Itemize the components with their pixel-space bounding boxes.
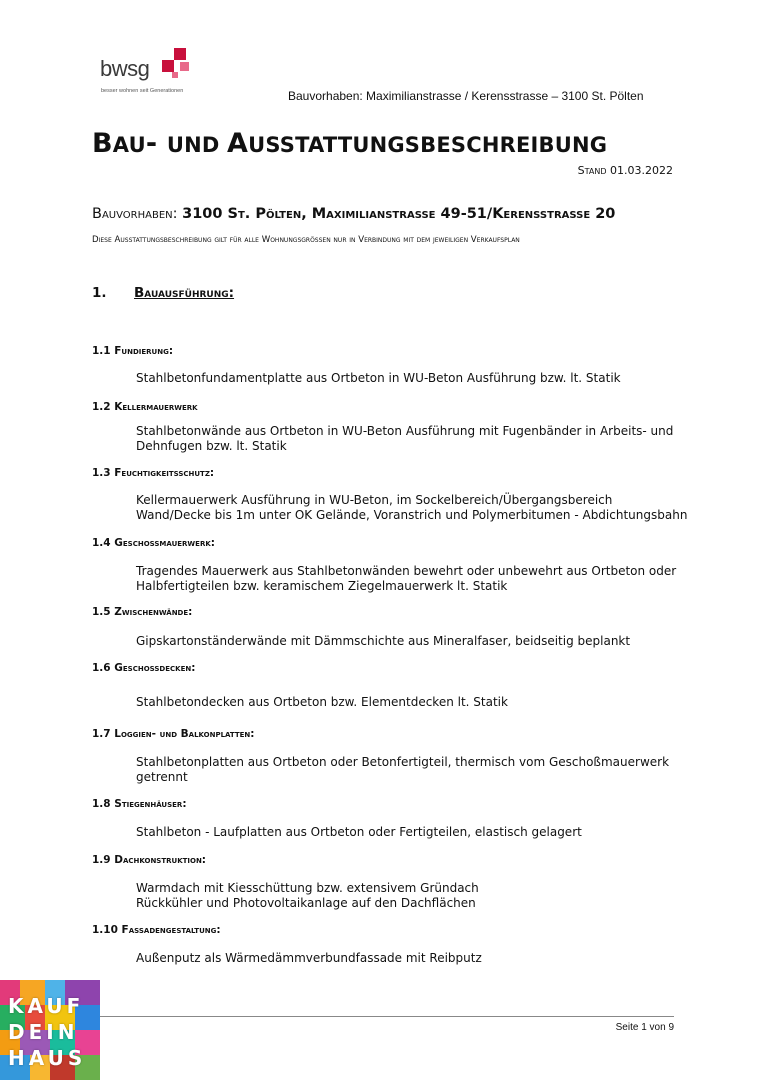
section-text xyxy=(136,881,479,910)
section-text xyxy=(136,634,630,649)
section-line: Dehnfugen bzw. lt. Statik xyxy=(136,438,287,453)
section-heading: 1.8 Stiegenhäuser: xyxy=(92,798,187,810)
chapter-number: 1. xyxy=(92,285,107,301)
section-text xyxy=(136,564,676,593)
section-line: Stahlbetonplatten aus Ortbeton oder Betonfertigteil, thermisch vom Geschoßmauerwerk xyxy=(136,755,670,769)
section-heading: 1.6 Geschossdecken: xyxy=(92,662,196,674)
logo-square-red-2 xyxy=(162,60,174,72)
document-title xyxy=(92,128,607,159)
section-text xyxy=(136,825,582,840)
section-text xyxy=(136,424,673,453)
bauvorhaben-label: Bauvorhaben: xyxy=(92,206,183,222)
bauvorhaben-value: 3100 St. Pölten, Maximilianstrasse 49-51/Kerensstrasse 20 xyxy=(182,206,616,222)
title-rest-2: USSTATTUNGSBESCHREIBUNG xyxy=(248,133,608,157)
kauf-dein-haus-logo xyxy=(0,980,100,1080)
section-line: Stahlbetondecken aus Ortbeton bzw. Elementdecken lt. Statik xyxy=(136,695,508,709)
section-line: Stahlbeton - Laufplatten aus Ortbeton oder Fertigteilen, elastisch gelagert xyxy=(136,825,582,839)
section-heading: 1.3 Feuchtigkeitsschutz: xyxy=(92,467,215,479)
section-line: Gipskartonständerwände mit Dämmschichte aus Mineralfaser, beidseitig beplankt xyxy=(136,634,631,648)
section-line: Wand/Decke bis 1m unter OK Gelände, Voranstrich und Polymerbitumen - Abdichtungsbahn xyxy=(136,507,688,522)
logo-square-pink xyxy=(180,62,189,71)
section-heading: 1.7 Loggien- und Balkonplatten: xyxy=(92,728,255,740)
section-line: Außenputz als Wärmedämmverbundfassade mit Reibputz xyxy=(136,951,482,965)
section-line: Tragendes Mauerwerk aus Stahlbetonwänden bewehrt oder unbewehrt aus Ortbeton oder xyxy=(136,564,677,578)
section-heading: 1.1 Fundierung: xyxy=(92,345,174,357)
section-text xyxy=(136,755,669,784)
section-text xyxy=(136,951,482,966)
section-line: Rückkühler und Photovoltaikanlage auf den Dachflächen xyxy=(136,895,476,910)
watermark-row-3: HAUS xyxy=(8,1046,87,1070)
section-heading: 1.5 Zwischenwände: xyxy=(92,606,193,618)
logo-square-pink-2 xyxy=(172,72,178,78)
validity-note: Diese Ausstattungsbeschreibung gilt für alle Wohnungsgrössen nur in Verbindung mit dem jeweiligen Verkaufsplan xyxy=(92,235,520,245)
section-line: Stahlbetonwände aus Ortbeton in WU-Beton Ausführung mit Fugenbänder in Arbeits- und xyxy=(136,424,674,438)
footer-divider xyxy=(92,1016,674,1017)
watermark-row-1: KAUF xyxy=(8,994,85,1018)
watermark-row-2: DEIN xyxy=(8,1020,79,1044)
title-letter-a: A xyxy=(227,128,249,159)
chapter-title: Bauausführung: xyxy=(134,285,235,301)
title-letter-b: B xyxy=(92,128,113,159)
section-heading: 1.10 Fassadengestaltung: xyxy=(92,924,221,936)
title-rest-1: AU xyxy=(112,133,146,157)
section-line: Kellermauerwerk Ausführung in WU-Beton, im Sockelbereich/Übergangsbereich xyxy=(136,493,613,507)
section-heading: 1.9 Dachkonstruktion: xyxy=(92,854,207,866)
logo-square-red xyxy=(174,48,186,60)
section-text xyxy=(136,493,687,522)
section-line: Warmdach mit Kiesschüttung bzw. extensivem Gründach xyxy=(136,881,479,895)
section-text xyxy=(136,695,508,710)
section-line: Stahlbetonfundamentplatte aus Ortbeton in WU-Beton Ausführung bzw. lt. Statik xyxy=(136,371,621,385)
section-heading: 1.2 Kellermauerwerk xyxy=(92,401,198,413)
document-date: Stand 01.03.2022 xyxy=(577,164,673,177)
page-number: Seite 1 von 9 xyxy=(615,1022,674,1033)
section-line: getrennt xyxy=(136,769,188,784)
project-header-line: Bauvorhaben: Maximilianstrasse / Kerensstrasse – 3100 St. Pölten xyxy=(288,89,644,103)
title-word-und: UND xyxy=(166,133,228,157)
title-dash: - xyxy=(145,128,167,159)
chapter-heading xyxy=(92,285,234,301)
section-text xyxy=(136,371,621,386)
logo-wordmark: bwsg xyxy=(100,56,150,81)
section-line: Halbfertigteilen bzw. keramischem Ziegelmauerwerk lt. Statik xyxy=(136,578,508,593)
bauvorhaben-line xyxy=(92,206,615,222)
section-heading: 1.4 Geschossmauerwerk: xyxy=(92,537,215,549)
logo-tagline: besser wohnen seit Generationen xyxy=(101,88,184,94)
